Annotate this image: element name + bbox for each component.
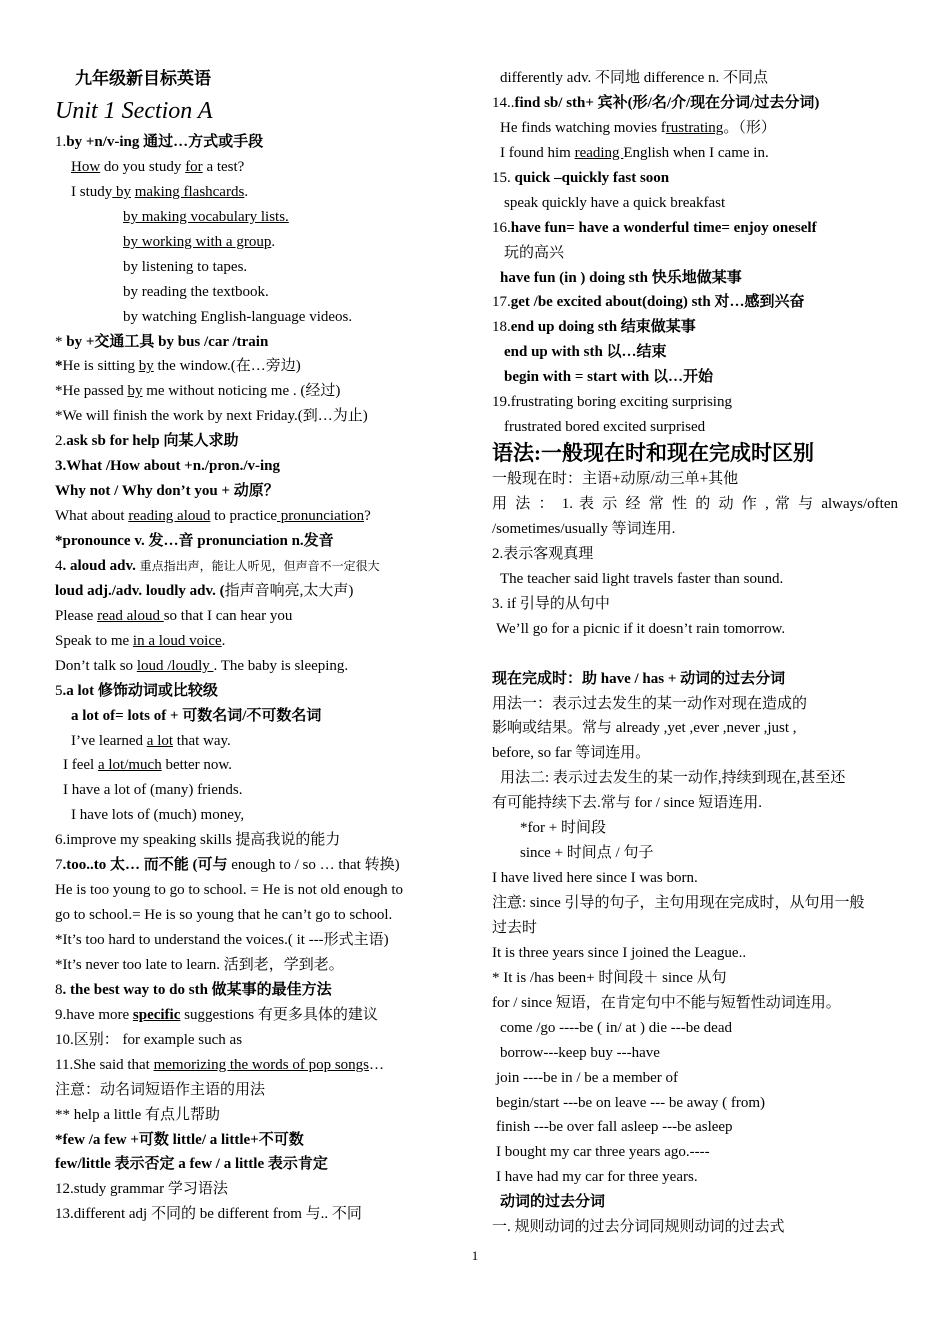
text-segment: . aloud adv.	[62, 557, 140, 574]
text-segment: 用法二: 表示过去发生的某一动作,持续到现在,甚至还	[500, 770, 846, 787]
text-line	[492, 841, 898, 866]
text-segment: the window.(在…旁边)	[153, 358, 301, 375]
text-line	[492, 315, 898, 340]
text-segment: 13.different adj 不同的 be different from 与.. 不同	[55, 1206, 362, 1223]
text-segment: *We will finish the work by next Friday.(到…为止)	[55, 408, 368, 425]
text-segment: He is too young to go to school. = He is not old enough to	[55, 882, 404, 899]
text-segment: by working with a group	[123, 233, 272, 250]
text-segment: 11.She said that	[55, 1056, 154, 1073]
text-line	[492, 365, 898, 390]
text-segment: 。（形）	[723, 119, 776, 136]
text-segment: He is sitting	[62, 358, 139, 375]
text-line	[492, 891, 898, 916]
text-segment: 14..	[492, 94, 515, 111]
text-segment: He finds watching movies f	[500, 119, 666, 136]
text-segment: reading aloud	[128, 508, 211, 525]
text-line	[492, 1016, 898, 1041]
text-line	[55, 404, 465, 429]
text-line	[492, 667, 898, 692]
text-segment: English when I came in.	[623, 144, 769, 161]
text-segment: 九年级新目标英语	[75, 69, 211, 88]
text-segment: .too..to 太… 而不能 (可与	[62, 857, 228, 874]
text-segment: a lot/much	[97, 757, 162, 774]
text-segment: memorizing the words of pop songs	[153, 1056, 369, 1073]
text-segment: a lot	[146, 732, 174, 749]
text-segment: 语法:一般现在时和现在完成时区别	[492, 441, 814, 466]
text-line	[492, 791, 898, 816]
text-segment: 18.	[492, 319, 511, 336]
text-line	[492, 290, 898, 315]
text-line	[492, 91, 898, 116]
text-line	[492, 542, 898, 567]
text-segment: *pronounce v. 发…音 pronunciation n.发音	[55, 533, 334, 549]
text-segment: . the best way to do sth 做某事的最佳方法	[62, 981, 332, 998]
text-segment: I have a lot of (many) friends.	[63, 782, 243, 799]
text-segment: Speak to me	[55, 632, 133, 649]
text-segment: 17.	[492, 294, 511, 311]
text-line	[492, 692, 898, 717]
text-segment: How	[71, 158, 101, 175]
text-line	[492, 66, 898, 91]
text-line	[492, 340, 898, 365]
text-segment: a test?	[202, 158, 245, 175]
text-segment: quick –quickly fast soon	[514, 169, 670, 186]
text-segment: 2.	[55, 433, 67, 450]
text-segment: 19.frustrating boring exciting surprising	[492, 394, 732, 411]
text-segment: *It’s too hard to understand the voices.( it ---形式主语)	[55, 932, 389, 948]
text-line	[55, 853, 465, 878]
text-segment: by	[138, 358, 154, 375]
text-line	[492, 991, 898, 1016]
text-segment: frustrated bored excited surprised	[504, 419, 706, 436]
text-segment: Please	[55, 607, 98, 624]
text-line	[55, 554, 465, 579]
text-segment: 一. 规则动词的过去分词同规则动词的过去式	[492, 1219, 785, 1236]
text-line	[55, 255, 465, 280]
text-segment: since + 时间点 / 句子	[520, 845, 654, 862]
text-segment: by +n/v-ing 通过…方式或手段	[66, 134, 264, 150]
text-line	[55, 1128, 465, 1153]
text-segment: Don’t talk so	[55, 657, 137, 674]
text-line	[492, 1165, 898, 1190]
text-line	[55, 1078, 465, 1103]
text-segment: go to school.= He is so young that he can’t go to school.	[55, 907, 393, 924]
text-segment: end up with sth 以…结束	[504, 344, 667, 361]
text-line	[55, 454, 465, 479]
text-segment: 5	[55, 682, 63, 699]
text-line	[492, 390, 898, 415]
text-segment: /sometimes/usually 等词连用.	[492, 520, 676, 537]
text-segment: 8	[55, 981, 63, 998]
text-line	[55, 479, 465, 504]
right-column	[492, 66, 898, 1240]
text-segment: What about	[55, 508, 129, 525]
text-line	[492, 642, 898, 667]
text-line	[55, 66, 465, 92]
text-line	[492, 617, 898, 642]
text-line	[492, 1215, 898, 1240]
text-segment: speak quickly have a quick breakfast	[504, 194, 726, 211]
text-line	[492, 1041, 898, 1066]
text-line	[492, 1091, 898, 1116]
text-segment: enough to / so … that 转换)	[227, 857, 400, 874]
text-line	[492, 517, 898, 542]
text-segment: by making vocabulary lists.	[123, 208, 289, 225]
text-line	[55, 1003, 465, 1028]
text-segment: specific	[132, 1006, 181, 1023]
text-line	[55, 878, 465, 903]
text-line	[492, 1140, 898, 1165]
text-segment: come /go ----be ( in/ at ) die ---be dead	[500, 1019, 732, 1036]
text-line	[55, 1202, 465, 1227]
text-segment: 3. if 引导的从句中	[492, 595, 610, 612]
text-segment: 重点指出声，能让人听见，但声音不一定很大	[139, 558, 380, 573]
text-segment: so that I can hear you	[163, 607, 293, 624]
text-line	[55, 529, 465, 554]
text-line	[492, 567, 898, 592]
text-segment: We’ll go for a picnic if it doesn’t rain tomorrow.	[496, 620, 786, 637]
text-segment: I study	[71, 183, 113, 200]
text-line	[55, 379, 465, 404]
text-line	[55, 305, 465, 330]
text-segment: ** help a little 有点儿帮助	[55, 1106, 220, 1123]
text-segment: 7	[55, 857, 63, 874]
text-segment: 4	[55, 557, 63, 574]
text-segment: begin with = start with 以…开始	[504, 369, 713, 386]
text-segment: ask sb for help 向某人求助	[66, 433, 239, 450]
text-segment: I have had my car for three years.	[496, 1169, 698, 1186]
text-segment: 现在完成时：助 have / has + 动词的过去分词	[492, 670, 786, 687]
text-segment: that way.	[173, 732, 231, 749]
text-segment: me without noticing me . (经过)	[142, 383, 341, 400]
text-segment: I’ve learned	[71, 732, 147, 749]
text-line	[492, 966, 898, 991]
text-segment: reading	[574, 144, 624, 161]
text-segment: have fun= have a wonderful time= enjoy oneself	[510, 219, 817, 236]
text-segment: loud adj./adv. loudly adv. (	[55, 582, 225, 599]
text-segment: by	[112, 183, 131, 200]
text-segment: Unit 1 Section A	[55, 98, 213, 124]
text-segment: . The baby is sleeping.	[213, 657, 349, 674]
text-segment: .	[221, 632, 226, 649]
text-segment: a lot of= lots of + 可数名词/不可数名词	[71, 707, 322, 724]
text-segment: for	[185, 158, 203, 175]
text-segment: 2.表示客观真理	[492, 545, 594, 562]
text-line	[492, 266, 898, 291]
text-segment: I found him	[500, 144, 575, 161]
text-segment: 用 法 ： 1. 表 示 经 常 性 的 动 作 , 常 与 always/often	[492, 496, 898, 512]
text-line	[55, 205, 465, 230]
text-segment: .	[271, 233, 276, 250]
text-line	[55, 604, 465, 629]
text-line	[55, 903, 465, 928]
text-segment: 9.have more	[55, 1006, 133, 1023]
text-segment: Why not / Why don’t you + 动原？	[55, 483, 279, 500]
text-segment: by reading the textbook.	[123, 283, 269, 300]
text-line	[492, 492, 898, 517]
text-line	[492, 941, 898, 966]
text-line	[55, 803, 465, 828]
text-line	[492, 816, 898, 841]
text-segment: .a lot 修饰动词或比较级	[62, 682, 218, 699]
text-segment: .	[244, 183, 249, 200]
text-segment: 一般现在时：主语+动原/动三单+其他	[492, 471, 739, 488]
text-line	[55, 928, 465, 953]
text-segment: borrow---keep buy ---have	[500, 1044, 660, 1061]
text-line	[492, 716, 898, 741]
text-line	[55, 753, 465, 778]
text-line	[55, 1177, 465, 1202]
text-line	[492, 467, 898, 492]
text-line	[492, 241, 898, 266]
text-line	[55, 92, 465, 130]
text-segment: find sb/ sth+ 宾补(形/名/介/现在分词/过去分词)	[514, 94, 820, 111]
text-line	[492, 166, 898, 191]
text-segment: 注意：动名词短语作主语的用法	[55, 1081, 266, 1098]
text-line	[55, 654, 465, 679]
text-segment: for / since 短语，在肯定句中不能与短暂性动词连用。	[492, 994, 841, 1011]
text-line	[55, 579, 465, 604]
text-line	[492, 1115, 898, 1140]
text-segment: 用法一：表示过去发生的某一动作对现在造成的	[492, 695, 808, 712]
text-segment: 影响或结果。常与 already ,yet ,ever ,never ,just ,	[492, 720, 797, 737]
text-line	[492, 216, 898, 241]
text-segment: 有可能持续下去.常与 for / since 短语连用.	[492, 795, 762, 812]
text-line	[492, 741, 898, 766]
page-number: 1	[471, 1248, 479, 1263]
text-line	[55, 778, 465, 803]
text-line	[55, 354, 465, 379]
text-line	[55, 679, 465, 704]
text-segment: by listening to tapes.	[123, 258, 248, 275]
text-segment: I feel	[63, 757, 98, 774]
text-segment: pronunciation	[277, 508, 365, 525]
text-line	[492, 141, 898, 166]
text-segment: get /be excited about(doing) sth 对…感到兴奋	[510, 294, 805, 311]
text-segment: end up doing sth 结束做某事	[510, 319, 696, 336]
text-line	[492, 116, 898, 141]
text-segment: 1.	[55, 134, 67, 150]
text-line	[55, 280, 465, 305]
text-segment: do you study	[100, 158, 186, 175]
text-segment: begin/start ---be on leave --- be away ( from)	[496, 1094, 766, 1111]
text-line	[55, 429, 465, 454]
text-segment: 6.improve my speaking skills 提高我说的能力	[55, 832, 341, 849]
text-segment: I bought my car three years ago.----	[496, 1144, 710, 1161]
text-segment: by watching English-language videos.	[123, 308, 353, 325]
text-segment: It is three years since I joined the League..	[492, 944, 747, 961]
text-segment: I have lived here since I was born.	[492, 870, 698, 887]
text-segment: The teacher said light travels faster than sound.	[500, 570, 784, 587]
text-segment: …	[369, 1056, 384, 1073]
text-segment: rustrating	[665, 119, 724, 136]
text-line	[55, 978, 465, 1003]
text-line	[55, 230, 465, 255]
text-line	[55, 180, 465, 205]
text-segment: 指声音响亮,太大声)	[224, 582, 354, 599]
text-segment: 16.	[492, 219, 511, 236]
text-segment: 3.What /How about +n./pron./v-ing	[55, 458, 280, 475]
text-segment: *few /a few +可数 little/ a little+不可数	[55, 1131, 304, 1148]
text-line	[55, 1152, 465, 1177]
text-segment: read aloud	[97, 607, 164, 624]
text-segment: before, so far 等词连用。	[492, 745, 651, 762]
text-segment: 15.	[492, 169, 515, 186]
text-segment: making flashcards	[134, 183, 245, 200]
text-segment: 12.study grammar 学习语法	[55, 1181, 228, 1198]
text-segment: 动词的过去分词	[500, 1194, 606, 1211]
text-line	[55, 704, 465, 729]
text-segment: by	[127, 383, 143, 400]
text-segment: 玩的高兴	[504, 244, 565, 261]
text-line	[55, 1053, 465, 1078]
text-line	[55, 504, 465, 529]
text-segment: in a loud voice	[132, 632, 222, 649]
text-line	[492, 1066, 898, 1091]
text-segment: 过去时	[492, 919, 538, 936]
text-segment: join ----be in / be a member of	[496, 1069, 679, 1086]
text-line	[55, 953, 465, 978]
text-segment: * It is /has been+ 时间段＋ since 从句	[492, 969, 727, 986]
text-line	[492, 766, 898, 791]
text-line	[492, 592, 898, 617]
text-line	[55, 130, 465, 155]
text-line	[492, 916, 898, 941]
text-line	[55, 828, 465, 853]
left-column	[55, 66, 465, 1227]
text-segment: have fun (in ) doing sth 快乐地做某事	[500, 269, 742, 286]
text-segment: 10.区别： for example such as	[55, 1031, 243, 1048]
text-segment: differently adv. 不同地 difference n. 不同点	[500, 70, 768, 86]
text-segment: loud /loudly	[136, 657, 214, 674]
text-line	[55, 1028, 465, 1053]
text-line	[55, 729, 465, 754]
text-line	[55, 629, 465, 654]
text-line	[55, 1103, 465, 1128]
text-line	[492, 415, 898, 440]
text-line	[492, 440, 898, 467]
text-segment: *It’s never too late to learn. 活到老，学到老。	[55, 956, 344, 973]
text-segment: ?	[364, 508, 371, 525]
text-segment: few/little 表示否定 a few / a little 表示肯定	[55, 1156, 328, 1173]
text-line	[55, 155, 465, 180]
text-segment: *He passed	[55, 383, 128, 400]
text-segment: by +交通工具 by bus /car /train	[66, 333, 269, 350]
text-segment: to practice	[210, 508, 278, 525]
text-segment: 注意: since 引导的句子，主句用现在完成时，从句用一般	[492, 895, 865, 911]
text-line	[492, 866, 898, 891]
text-line	[492, 1190, 898, 1215]
text-line	[55, 330, 465, 355]
text-segment: I have lots of (much) money,	[71, 807, 245, 824]
text-line	[492, 191, 898, 216]
text-segment: *for + 时间段	[520, 820, 606, 837]
text-segment: *	[55, 333, 67, 350]
text-segment: finish ---be over fall asleep ---be asleep	[496, 1119, 733, 1136]
text-segment: better now.	[161, 757, 232, 774]
text-segment: *	[55, 358, 63, 375]
text-segment: suggestions 有更多具体的建议	[180, 1006, 378, 1023]
